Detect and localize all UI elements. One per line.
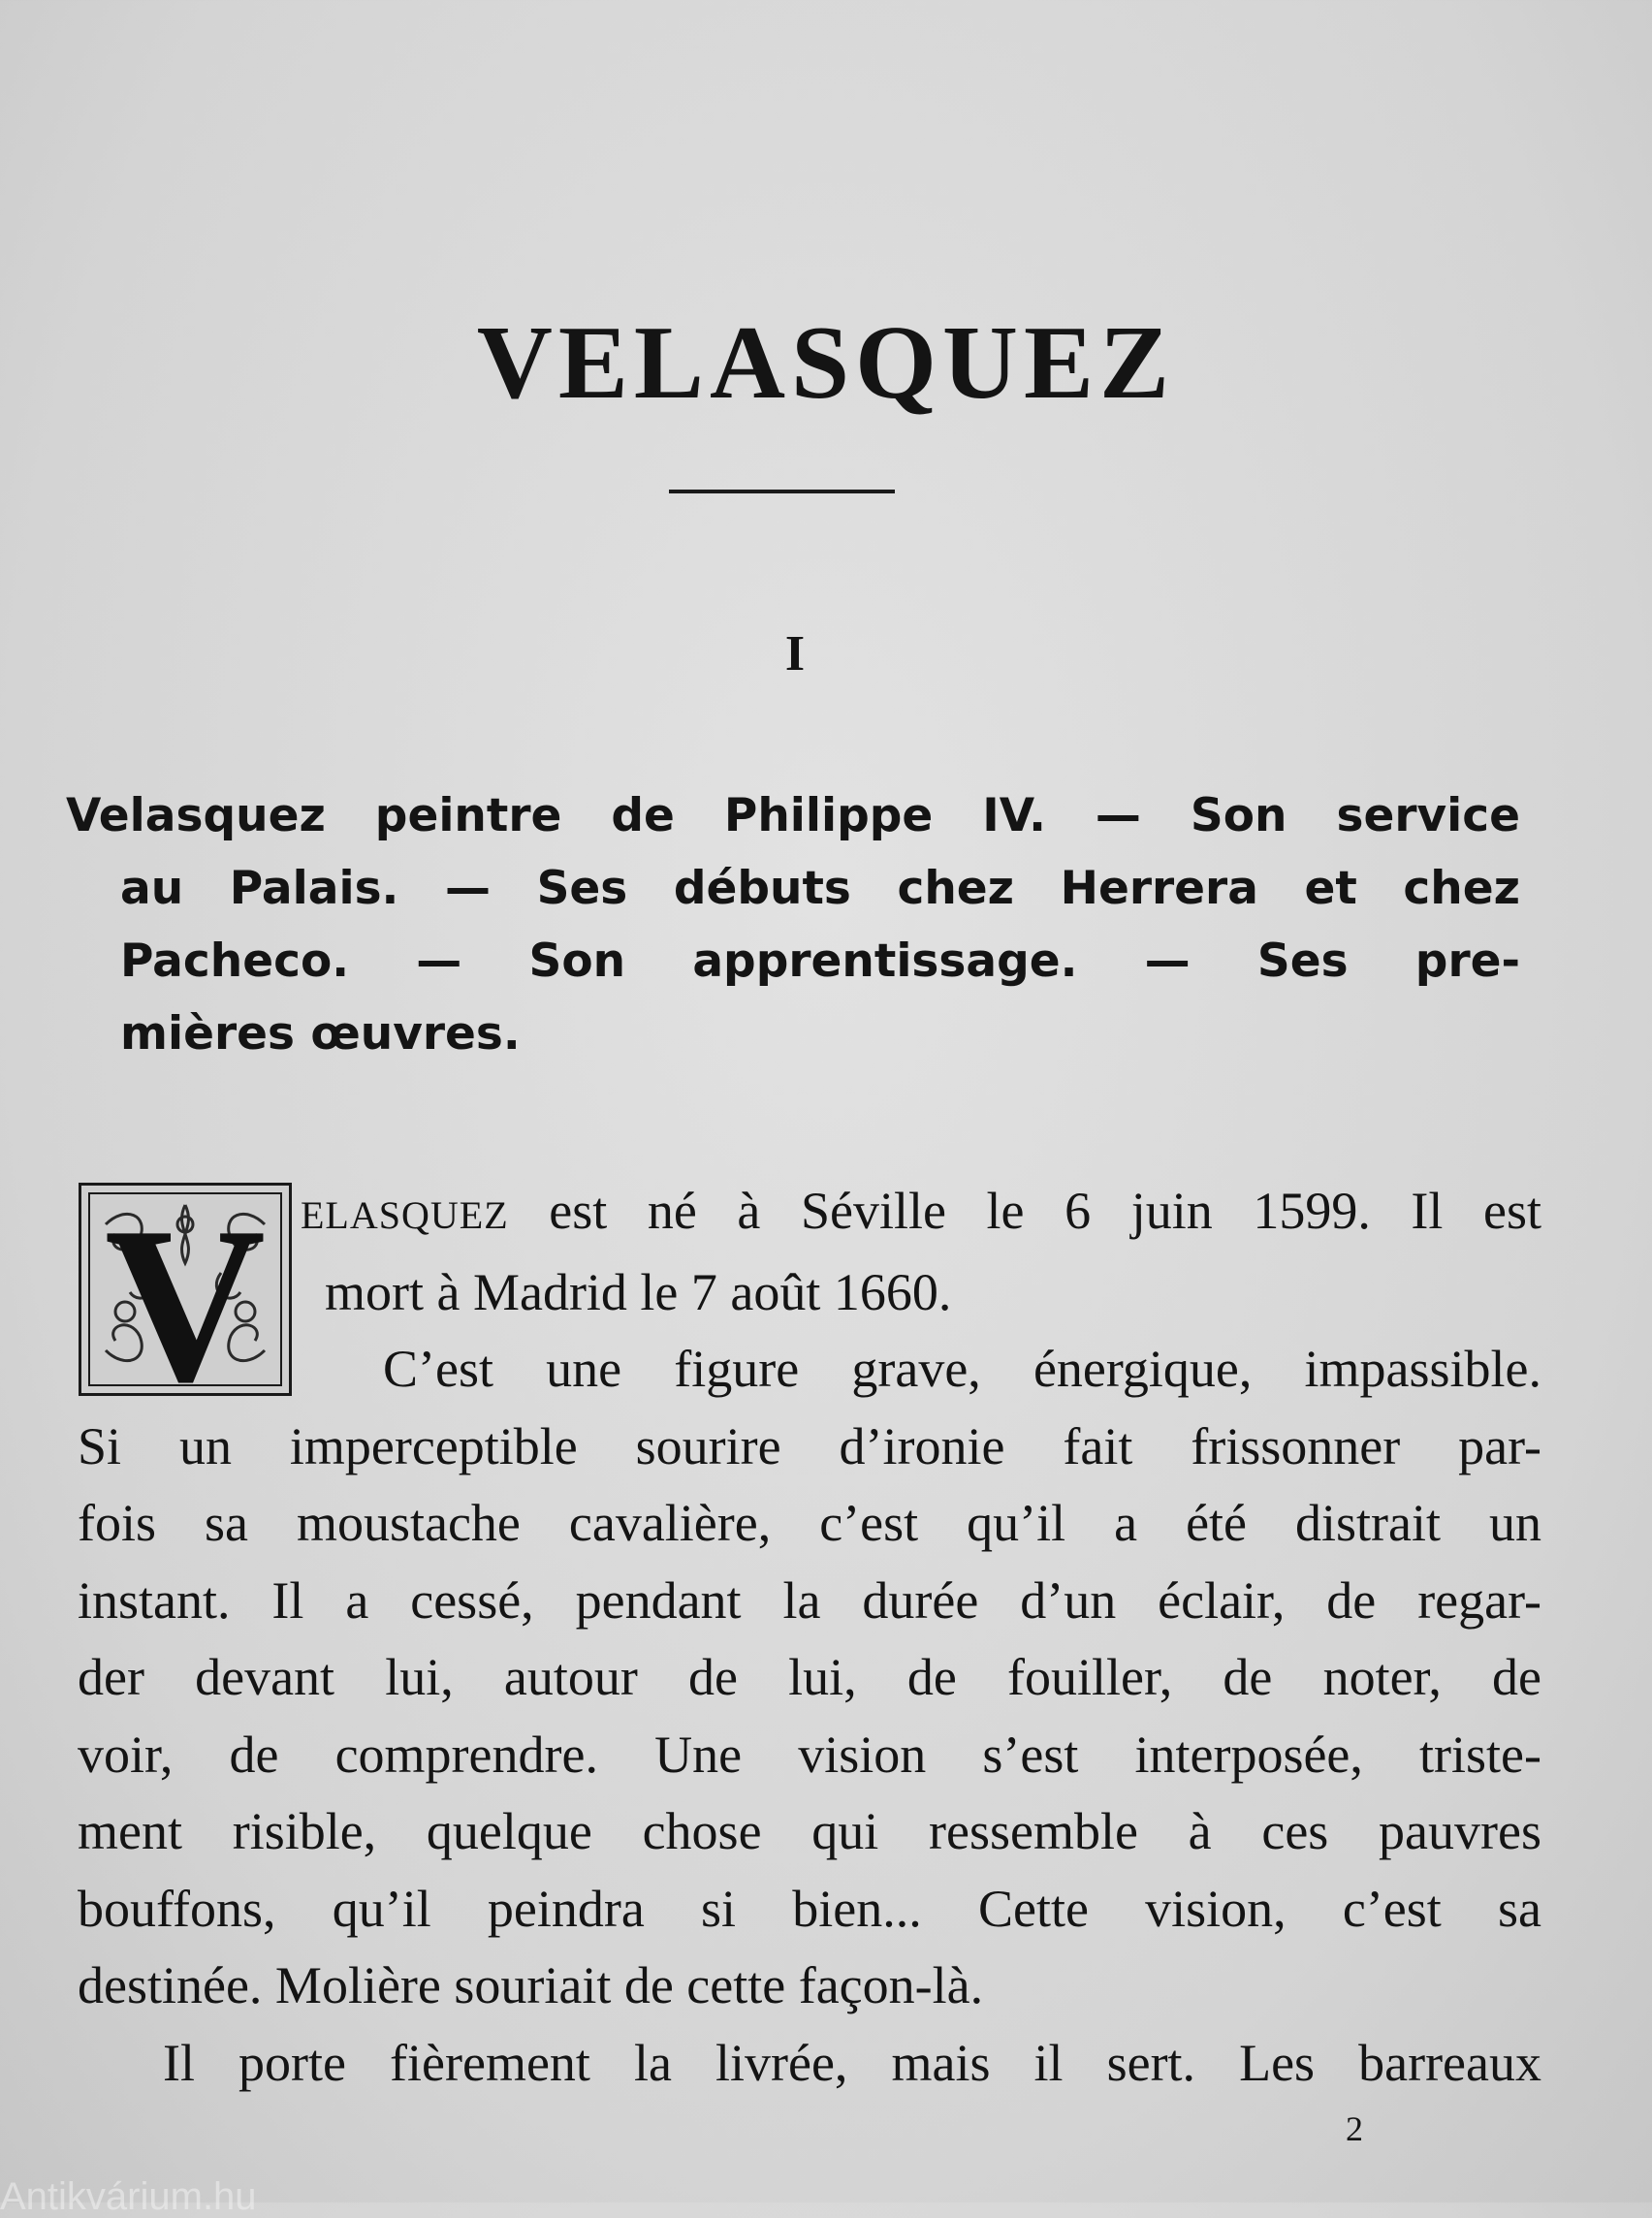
page-number: 2 (1346, 2109, 1363, 2148)
watermark: Antikvárium.hu (0, 2175, 257, 2218)
text-line: bouffons, qu’il peindra si bien... Cette vision, c’est sa (78, 1879, 1541, 1938)
text-span: est né à Séville le 6 juin 1599. Il est (508, 1182, 1541, 1240)
chapter-number: I (784, 626, 806, 681)
summary-line: Velasquez peintre de Philippe IV. — Son service (66, 789, 1520, 842)
summary-line: Pacheco. — Son apprentissage. — Ses pre- (120, 935, 1520, 988)
text-line: mort à Madrid le 7 août 1660. (325, 1262, 952, 1321)
text-line: instant. Il a cessé, pendant la durée d’un éclair, de regar- (78, 1570, 1541, 1630)
title-rule (669, 490, 895, 493)
drop-cap-letter: V (104, 1186, 267, 1393)
text-line: Si un imperceptible sourire d’ironie fait frissonner par- (78, 1416, 1541, 1475)
summary-line: au Palais. — Ses débuts chez Herrera et chez (120, 862, 1520, 915)
body-text (78, 1173, 1541, 2102)
text-line (78, 1173, 1541, 1254)
chapter-summary (66, 779, 1520, 1070)
page-title: VELASQUEZ (476, 305, 1176, 421)
text-line: der devant lui, autour de lui, de fouiller, de noter, de (78, 1648, 1541, 1706)
text-line: Il porte fièrement la livrée, mais il sert. Les barreaux (163, 2033, 1541, 2092)
text-line: C’est une figure grave, énergique, impassible. (383, 1340, 1541, 1398)
small-caps-word: ELASQUEZ (301, 1193, 509, 1237)
text-line: voir, de comprendre. Une vision s’est interposée, triste- (78, 1725, 1541, 1784)
summary-line: mières œuvres. (120, 1007, 521, 1061)
text-line: destinée. Molière souriait de cette façon-là. (78, 1956, 984, 2014)
text-line: ment risible, quelque chose qui ressemble à ces pauvres (78, 1802, 1541, 1860)
text-line: fois sa moustache cavalière, c’est qu’il a été distrait un (78, 1494, 1541, 1552)
